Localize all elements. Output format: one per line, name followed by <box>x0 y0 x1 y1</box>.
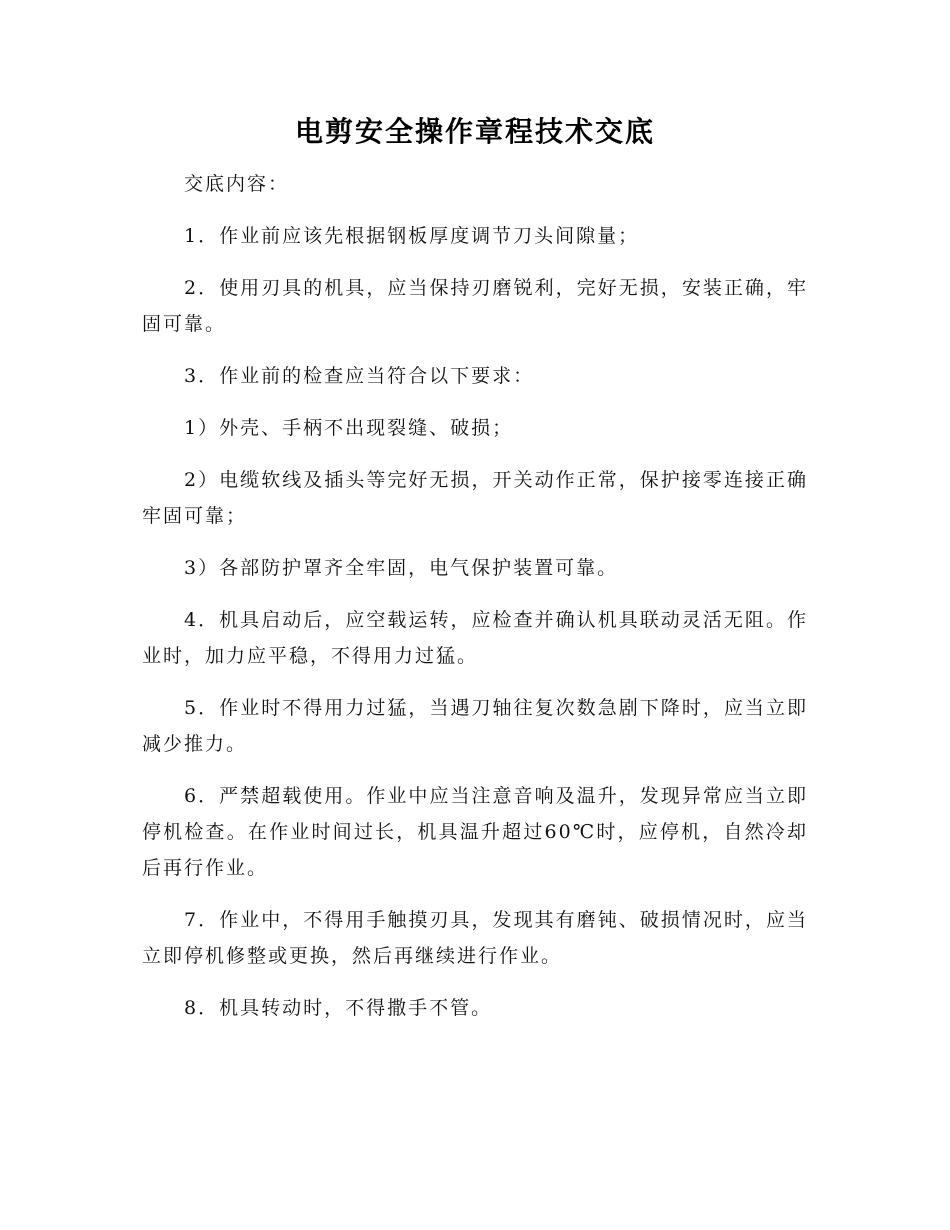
paragraph-item-8: 8．机具转动时，不得撒手不管。 <box>184 997 493 1019</box>
paragraph-item-5: 5．作业时不得用力过猛，当遇刀轴往复次数急剧下降时，应当立即减少推力。 <box>142 697 808 755</box>
paragraph-item-7: 7．作业中，不得用手触摸刃具，发现其有磨钝、破损情况时，应当立即停机修整或更换，然后再继续进行作业。 <box>142 909 808 967</box>
paragraph-item-1: 1．作业前应该先根据钢板厚度调节刀头间隙量； <box>184 225 640 247</box>
paragraph-subitem-3-3: 3）各部防护罩齐全牢固，电气保护装置可靠。 <box>184 557 619 579</box>
paragraph-intro: 交底内容： <box>184 173 290 195</box>
paragraph-item-2: 2．使用刃具的机具，应当保持刃磨锐利，完好无损，安装正确，牢固可靠。 <box>142 277 808 335</box>
paragraph-item-3: 3．作业前的检查应当符合以下要求： <box>184 365 535 387</box>
paragraph-item-4: 4．机具启动后，应空载运转，应检查并确认机具联动灵活无阻。作业时，加力应平稳，不得用力过猛。 <box>142 609 808 667</box>
document-title: 电剪安全操作章程技术交底 <box>294 115 655 148</box>
paragraph-item-6: 6．严禁超载使用。作业中应当注意音响及温升，发现异常应当立即停机检查。在作业时间过长，机具温升超过60℃时，应停机，自然冷却后再行作业。 <box>142 785 808 879</box>
paragraph-subitem-3-2: 2）电缆软线及插头等完好无损，开关动作正常，保护接零连接正确牢固可靠； <box>142 469 808 527</box>
paragraph-subitem-3-1: 1）外壳、手柄不出现裂缝、破损； <box>184 417 514 439</box>
document-body <box>142 166 808 1042</box>
